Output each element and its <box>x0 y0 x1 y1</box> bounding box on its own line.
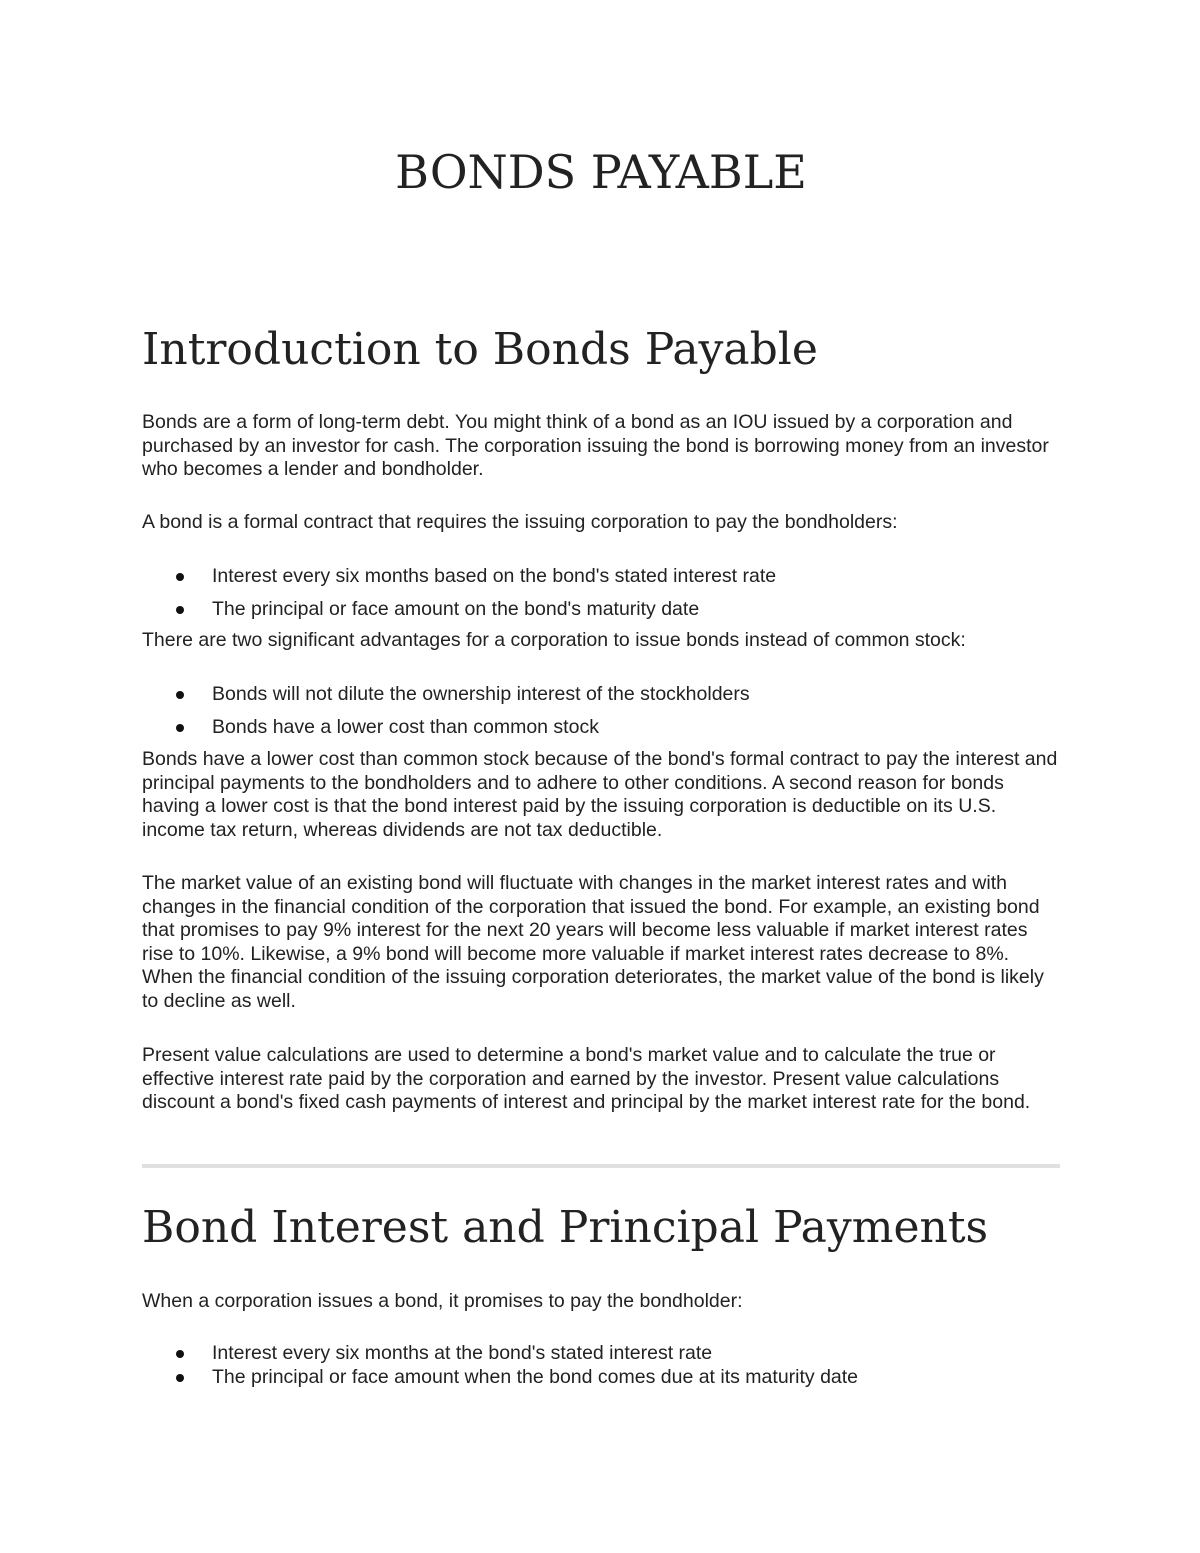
list-item-text: Interest every six months at the bond's stated interest rate <box>212 1342 713 1364</box>
bullet-list-advantages <box>142 683 1060 739</box>
list-item-text: The principal or face amount on the bond's maturity date <box>212 597 700 620</box>
section-heading-introduction: Introduction to Bonds Payable <box>142 324 818 375</box>
bullet-list-bondholder-payments <box>142 565 1060 621</box>
list-item <box>142 716 1060 740</box>
section-divider <box>142 1164 1060 1168</box>
list-item-text: Bonds have a lower cost than common stock <box>212 715 599 738</box>
paragraph-corporation-promises: When a corporation issues a bond, it promises to pay the bondholder: <box>142 1290 743 1312</box>
paragraph-lower-cost: Bonds have a lower cost than common stock because of the bond's formal contract to pay the interest and principal payments to the bondholders and to adhere to other conditions. A second reason for bonds having a lower cost is that the bond interest paid by the issuing corporation is deductible on its U.S. income tax return, whereas dividends are not tax deductible. <box>142 748 1058 841</box>
section-heading-interest-principal: Bond Interest and Principal Payments <box>142 1202 989 1253</box>
bullet-icon <box>176 1350 184 1358</box>
paragraph-advantages: There are two significant advantages for a corporation to issue bonds instead of common stock: <box>142 629 966 651</box>
list-item <box>142 683 1060 707</box>
paragraph-present-value: Present value calculations are used to determine a bond's market value and to calculate the true or effective interest rate paid by the corporation and earned by the investor. Present value calculations discount a bond's fixed cash payments of interest and principal by the market interest rate for the bond. <box>142 1044 1031 1114</box>
bullet-icon <box>176 724 184 732</box>
list-item <box>142 565 1060 589</box>
list-item-text: Interest every six months based on the bond's stated interest rate <box>212 565 777 587</box>
list-item <box>142 598 1060 622</box>
paragraph-bonds-definition: Bonds are a form of long-term debt. You might think of a bond as an IOU issued by a corporation and purchased by an investor for cash. The corporation issuing the bond is borrowing money from an investor who becomes a lender and bondholder. <box>142 411 1049 481</box>
paragraph-market-value: The market value of an existing bond will fluctuate with changes in the market interest rates and with changes in the financial condition of the corporation that issued the bond. For example, an existing bond that promises to pay 9% interest for the next 20 years will become less valuable if market interest rates rise to 10%. Likewise, a 9% bond will become more valuable if market interest rates decrease to 8%. When the financial condition of the issuing corporation deteriorates, the market value of the bond is likely to decline as well. <box>142 872 1044 1012</box>
list-item <box>142 1366 1060 1390</box>
bullet-list-promises <box>142 1342 1060 1389</box>
paragraph-formal-contract: A bond is a formal contract that requires the issuing corporation to pay the bondholders: <box>142 511 898 533</box>
document-title: BONDS PAYABLE <box>395 145 807 199</box>
list-item <box>142 1342 1060 1366</box>
bullet-icon <box>176 606 184 614</box>
bullet-icon <box>176 691 184 699</box>
list-item-text: Bonds will not dilute the ownership interest of the stockholders <box>212 683 750 705</box>
list-item-text: The principal or face amount when the bond comes due at its maturity date <box>212 1365 859 1388</box>
bullet-icon <box>176 573 184 581</box>
bullet-icon <box>176 1374 184 1382</box>
